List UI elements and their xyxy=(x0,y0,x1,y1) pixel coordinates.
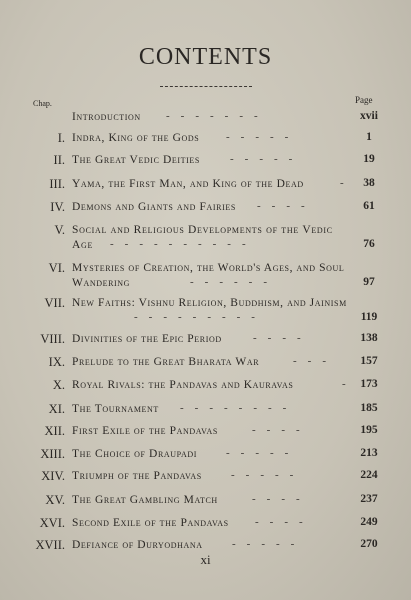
dot-leader: - - - - - - - - - - xyxy=(110,238,246,250)
toc-entry-chapter: VII. xyxy=(44,296,65,310)
toc-entry-page: 237 xyxy=(360,493,378,505)
dot-leader: - - - - xyxy=(253,332,301,344)
dot-leader: - - - - xyxy=(252,424,300,436)
toc-entry-chapter: X. xyxy=(52,378,65,392)
dot-leader: - - - - xyxy=(255,516,303,528)
toc-entry-title: Defiance of Duryodhana xyxy=(72,539,203,551)
page-column-label: Page xyxy=(355,95,373,105)
toc-entry-title: The Great Vedic Deities xyxy=(72,154,200,166)
dot-leader: - - - - - - - - xyxy=(180,402,287,414)
toc-entry-page: 1 xyxy=(366,131,372,143)
toc-entry-page: xvii xyxy=(360,110,378,122)
toc-entry-chapter: XVII. xyxy=(35,538,65,552)
toc-entry-page: 213 xyxy=(360,447,378,459)
dot-leader: - - - xyxy=(293,355,326,367)
chapter-column-label: Chap. xyxy=(33,99,52,108)
toc-entry-page: 119 xyxy=(360,311,378,323)
toc-entry-chapter: II. xyxy=(53,153,65,167)
toc-entry-chapter: III. xyxy=(49,177,65,191)
toc-entry-chapter: I. xyxy=(57,131,65,145)
toc-entry-chapter: XVI. xyxy=(39,516,65,530)
dot-leader: - - - - - - - xyxy=(166,110,258,122)
dot-leader: - - - - - - xyxy=(190,276,267,288)
toc-entry-page: 173 xyxy=(360,378,378,390)
toc-entry-chapter: VI. xyxy=(48,261,65,275)
dot-leader: - - - - xyxy=(252,493,300,505)
toc-entry-chapter: XI. xyxy=(48,402,65,416)
toc-entry-title: The Great Gambling Match xyxy=(72,494,218,506)
toc-entry-page: 19 xyxy=(363,153,375,165)
toc-entry-title: New Faiths: Vishnu Religion, Buddhism, and Jainism xyxy=(72,297,347,309)
title-rule xyxy=(160,86,252,87)
toc-entry-chapter: XIII. xyxy=(40,447,65,461)
toc-entry-title: The Choice of Draupadi xyxy=(72,448,197,460)
toc-entry-page: 76 xyxy=(363,238,375,250)
toc-entry-chapter: XV. xyxy=(45,493,65,507)
toc-entry-title: Prelude to the Great Bharata War xyxy=(72,356,260,368)
toc-entry-page: 157 xyxy=(360,355,378,367)
toc-entry-title: Social and Religious Developments of the Vedic Age xyxy=(72,224,333,251)
dot-leader: - - - - - - - - - xyxy=(134,311,255,323)
toc-entry-page: 249 xyxy=(360,516,378,528)
toc-entry-chapter: IX. xyxy=(48,355,65,369)
dot-leader: - - - - - xyxy=(226,131,289,143)
toc-entry-title: Royal Rivals: the Pandavas and Kauravas xyxy=(72,379,294,391)
toc-entry-page: 195 xyxy=(360,424,378,436)
toc-entry-title: Divinities of the Epic Period xyxy=(72,333,222,345)
toc-entry-page: 270 xyxy=(360,538,378,550)
toc-entry-title: Triumph of the Pandavas xyxy=(72,470,202,482)
toc-entry-page: 185 xyxy=(360,402,378,414)
toc-entry-chapter: XIV. xyxy=(41,469,65,483)
toc-entry-title: Demons and Giants and Fairies xyxy=(72,201,236,213)
toc-entry-chapter: IV. xyxy=(50,200,65,214)
toc-entry-title: First Exile of the Pandavas xyxy=(72,425,218,437)
toc-entry-title: The Tournament xyxy=(72,403,159,415)
toc-entry-page: 97 xyxy=(363,276,375,288)
dot-leader: - - - - - xyxy=(226,447,289,459)
dot-leader: - xyxy=(340,177,344,189)
toc-entry-title: Introduction xyxy=(72,111,141,123)
toc-entry-chapter: VIII. xyxy=(40,332,65,346)
page-title: CONTENTS xyxy=(138,44,273,70)
toc-entry-title: Mysteries of Creation, the World's Ages, and Soul Wandering xyxy=(72,262,345,289)
dot-leader: - - - - - xyxy=(230,153,293,165)
dot-leader: - - - - xyxy=(257,200,305,212)
toc-entry-page: 38 xyxy=(363,177,375,189)
dot-leader: - - - - - xyxy=(231,469,294,481)
toc-entry-title: Second Exile of the Pandavas xyxy=(72,517,229,529)
toc-entry-title: Indra, King of the Gods xyxy=(72,132,200,144)
toc-entry-title: Yama, the First Man, and King of the Dead xyxy=(72,178,304,190)
toc-entry-page: 138 xyxy=(360,332,378,344)
toc-entry-chapter: V. xyxy=(54,223,65,237)
toc-entry-page: 224 xyxy=(360,469,378,481)
page-folio: xi xyxy=(200,552,211,567)
toc-entry-page: 61 xyxy=(363,200,375,212)
dot-leader: - - - - - xyxy=(232,538,295,550)
toc-entry-chapter: XII. xyxy=(44,424,65,438)
dot-leader: - xyxy=(342,378,346,390)
